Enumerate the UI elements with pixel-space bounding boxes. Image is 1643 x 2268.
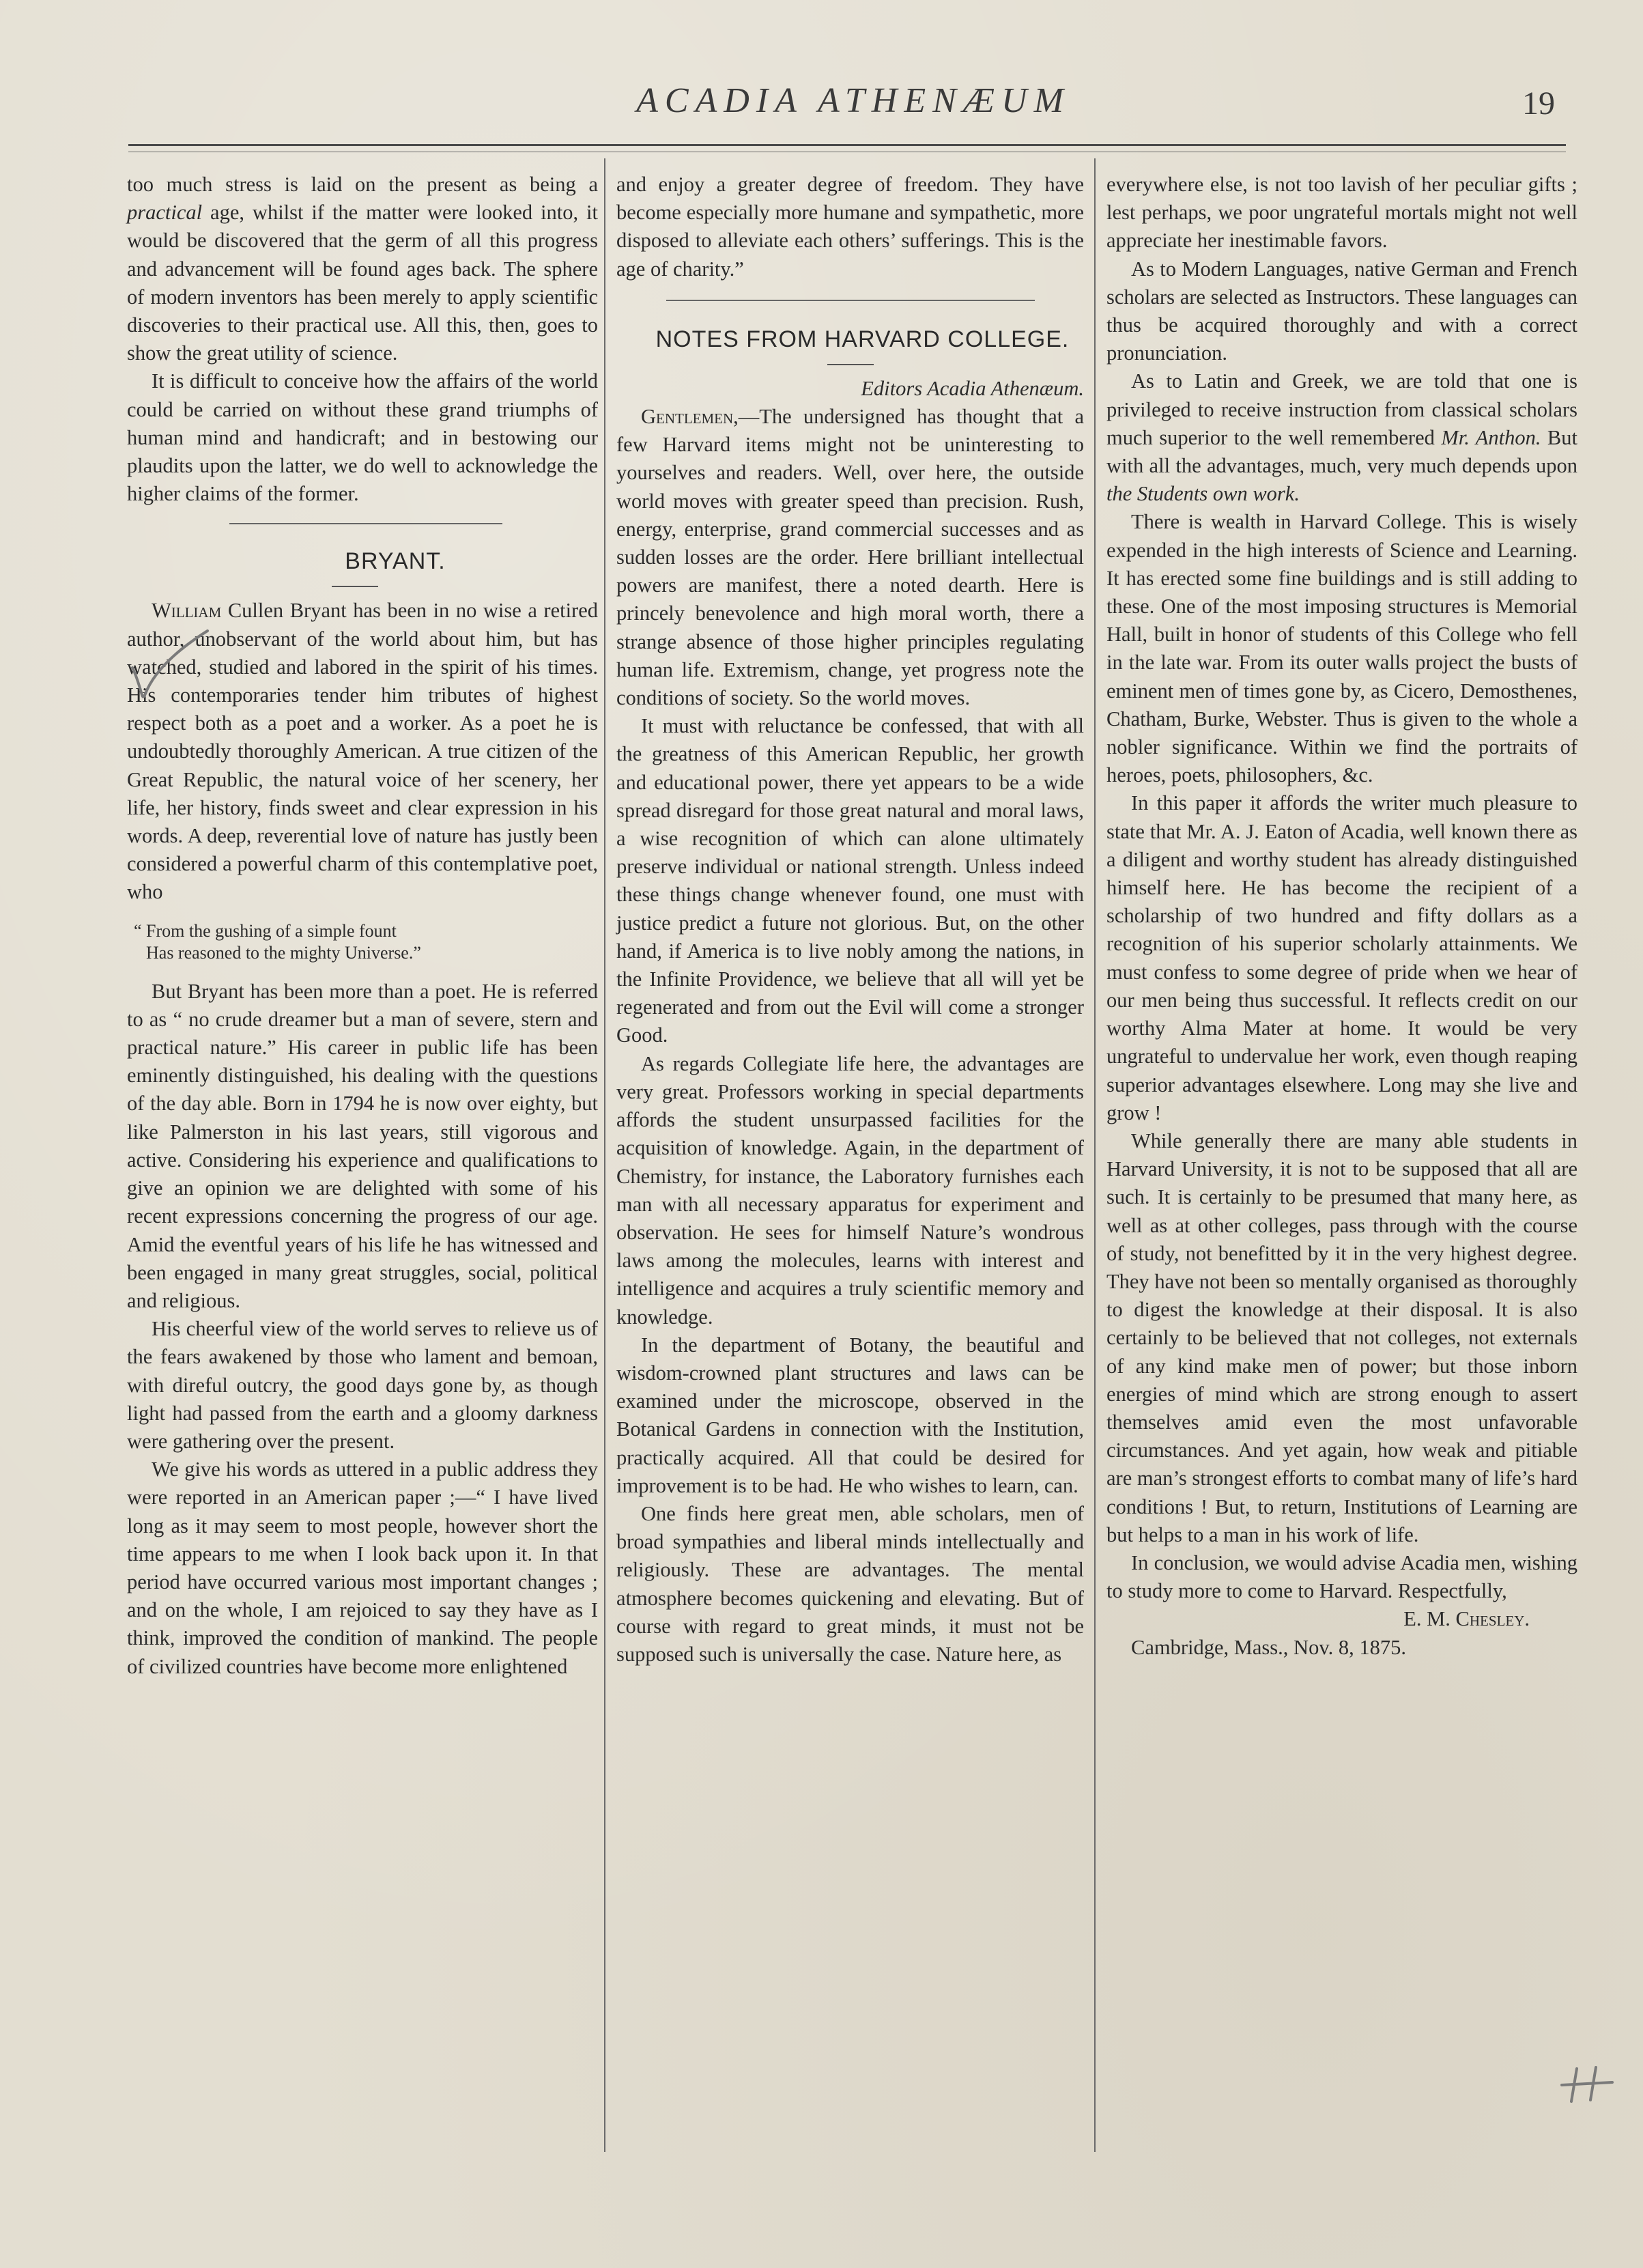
- paragraph: But Bryant has been more than a poet. He is referred to as “ no crude dreamer but a man of severe, stern and practical nature.” His career in public life has been eminently distinguished, his dealing with the questions of the day able. Born in 1794 he is now over eighty, but like Palmerston in his last years, still vigorous and active. Considering his experience and qualifications to give an opinion we are delighted with some of his recent expressions concerning the progress of our age. Amid the eventful years of his life he has witnessed and been engaged in many great struggles, social, political and religious.: [127, 979, 598, 1312]
- paragraph: As to Modern Languages, native German and French scholars are selected as Instructors. These languages can thus be acquired thoroughly and with a correct pronunciation.: [1106, 257, 1577, 365]
- dateline: Cambridge, Mass., Nov. 8, 1875.: [1131, 1635, 1406, 1659]
- paragraph: His cheerful view of the world serves to relieve us of the fears awakened by those who lament and bemoan, with direful outcry, the good days gone by, as though light had passed from the earth and a gloomy darkness were gathering over the present.: [127, 1317, 598, 1453]
- editors-salutation: Editors Acadia Athenæum.: [861, 376, 1084, 400]
- paragraph: In the department of Botany, the beautiful and wisdom-crowned plant structures and laws can be examined under the microscope, observed in the Botanical Gardens in connection with the Institution, practically acquired. All that could be desired for improvement is to be had. He who wishes to learn, can.: [616, 1333, 1084, 1497]
- pencil-mark-icon: [1556, 2063, 1618, 2104]
- article-heading-bryant: BRYANT.: [345, 548, 446, 575]
- paragraph: Gentlemen,—The undersigned has thought that a few Harvard items might not be uninteresting to yourselves and readers. Well, over here, the outside world moves with greater speed than precision. Rush, energy, enterprise, grand commercial successes and as sudden losses are the order. Here brilliant intellectual powers are manifest, there a noted dearth. Here is princely benevolence and high moral worth, there a strange absence of those higher principles regulating human life. Extremism, change, yet progress note the conditions of society. So the world moves.: [616, 405, 1084, 710]
- paragraph: William Cullen Bryant has been in no wise a retired author, unobservant of the world about him, but has watched, studied and labored in the spirit of his times. His contemporaries tender him tributes of highest respect both as a poet and a worker. As a poet he is undoubtedly thoroughly American. A true citizen of the Great Republic, the natural voice of her scenery, her life, her history, finds sweet and clear expression in his words. A deep, reverential love of nature has justly been considered a powerful charm of this contemplative poet, who: [127, 599, 599, 904]
- section-rule: [229, 523, 502, 524]
- page-number: 19: [1522, 85, 1555, 122]
- heading-rule: [332, 586, 378, 587]
- paragraph: One finds here great men, able scholars, men of broad sympathies and liberal minds intellectually and religiously. These are advantages. The mental atmosphere becomes quickening and elevating. But of course with regard to great minds, it must not be supposed such is universally the case. Nature here, as: [616, 1501, 1084, 1666]
- paragraph: As to Latin and Greek, we are told that one is privileged to receive instruction from classical scholars much superior to the well remembered Mr. Anthon. But with all the advantages, much, very much depends upon the Students own work.: [1106, 369, 1577, 506]
- heading-rule: [827, 364, 874, 365]
- column-divider-2: [1094, 158, 1096, 2152]
- article-heading-harvard: NOTES FROM HARVARD COLLEGE.: [655, 326, 1070, 352]
- column-3: [1106, 171, 1577, 1662]
- paragraph: It must with reluctance be confessed, that with all the greatness of this American Republic, her growth and educational power, there yet appears to be a wide spread disregard for those great natural and moral laws, a wise recognition of which can alone ultimately preserve individual or national strength. Unless indeed these things change whenever found, one must with justice predict a future not glorious. But, on the other hand, if America is to live nobly among the nations, in the Infinite Providence, we believe that all will yet be regenerated and from out the Evil will come a stronger Good.: [616, 714, 1084, 1047]
- paragraph: It is difficult to conceive how the affairs of the world could be carried on without these grand triumphs of human mind and handicraft; and in bestowing our plaudits upon the latter, we do well to acknowledge the higher claims of the former.: [127, 369, 598, 506]
- paragraph: While generally there are many able students in Harvard University, it is not to be supposed that all are such. It is certainly to be presumed that many here, as well as at other colleges, pass through with the course of study, not benefitted by it in the very highest degree. They have not been so mentally organised as thoroughly to digest the knowledge at their disposal. It is also certainly to be believed that not colleges, not externals of any kind make men of power; but those inborn energies of mind which are strong enough to assert themselves amid even the most unfavorable circumstances. And yet again, how weak and pitiable are man’s strongest efforts to combat many of life’s hard conditions ! But, to return, Institutions of Learning are but helps to a man in his work of life.: [1106, 1129, 1577, 1546]
- paragraph: There is wealth in Harvard College. This is wisely expended in the high interests of Science and Learning. It has erected some fine buildings and is still adding to these. One of the most imposing structures is Memorial Hall, built in honor of students of this College who fell in the late war. From its outer walls project the busts of eminent men of times gone by, as Cicero, Demosthenes, Chatham, Burke, Webster. Thus is given to the whole a nobler significance. Within we find the portraits of heroes, poets, philosophers, &c.: [1106, 510, 1577, 787]
- paragraph: As regards Collegiate life here, the advantages are very great. Professors working in special departments affords the student unsurpassed facilities for the acquisition of knowledge. Again, in the department of Chemistry, for instance, the Laboratory furnishes each man with all necessary apparatus for experiment and observation. He sees for himself Nature’s wondrous laws among the molecules, learns with interest and intelligence and acquires a truly scientific memory and knowledge.: [616, 1051, 1084, 1329]
- pencil-checkmark-icon: [127, 628, 216, 710]
- paragraph: In conclusion, we would advise Acadia men, wishing to study more to come to Harvard. Respectfully,: [1106, 1550, 1577, 1603]
- paragraph: In this paper it affords the writer much pleasure to state that Mr. A. J. Eaton of Acadia, well known there as a diligent and worthy student has already distinguished himself here. He has become the recipient of a scholarship of two hundred and fifty dollars as a recognition of his superior scholarly attainments. We must confess to some degree of pride when we hear of our men being thus successful. It reflects credit on our worthy Alma Mater at home. It would be very ungrateful to undervalue her work, even though reaping superior advantages elsewhere. Long may she live and grow !: [1106, 791, 1577, 1124]
- section-rule: [666, 300, 1035, 301]
- column-1: [127, 171, 598, 1681]
- column-divider-1: [604, 158, 605, 2152]
- column-2: [616, 171, 1084, 1669]
- journal-title: ACADIA ATHENÆUM: [636, 81, 1070, 120]
- paragraph: and enjoy a greater degree of freedom. They have become especially more humane and sympathetic, more disposed to alleviate each others’ sufferings. This is the age of charity.”: [616, 173, 1084, 281]
- poem-quote: “ From the gushing of a simple fount Has reasoned to the mighty Universe.”: [134, 920, 421, 963]
- paragraph: too much stress is laid on the present as being a practical age, whilst if the matter were looked into, it would be discovered that the germ of all this progress and advancement will be found ages back. The sphere of modern inventors has been merely to apply scientific discoveries to their practical use. All this, then, goes to show the great utility of science.: [127, 173, 598, 365]
- signature: E. M. Chesley.: [1403, 1607, 1530, 1631]
- header-rule: [128, 144, 1566, 146]
- paragraph: everywhere else, is not too lavish of her peculiar gifts ; lest perhaps, we poor ungrateful mortals might not well appreciate her inestimable favors.: [1106, 173, 1577, 253]
- paragraph: We give his words as uttered in a public address they were reported in an American paper ;—“ I have lived long as it may seem to most people, however short the time appears to me when I look back upon it. In that period have occurred various most important changes ; and on the whole, I am rejoiced to say they have as I think, improved the condition of mankind. The people of civilized countries have become more enlightened: [127, 1458, 598, 1678]
